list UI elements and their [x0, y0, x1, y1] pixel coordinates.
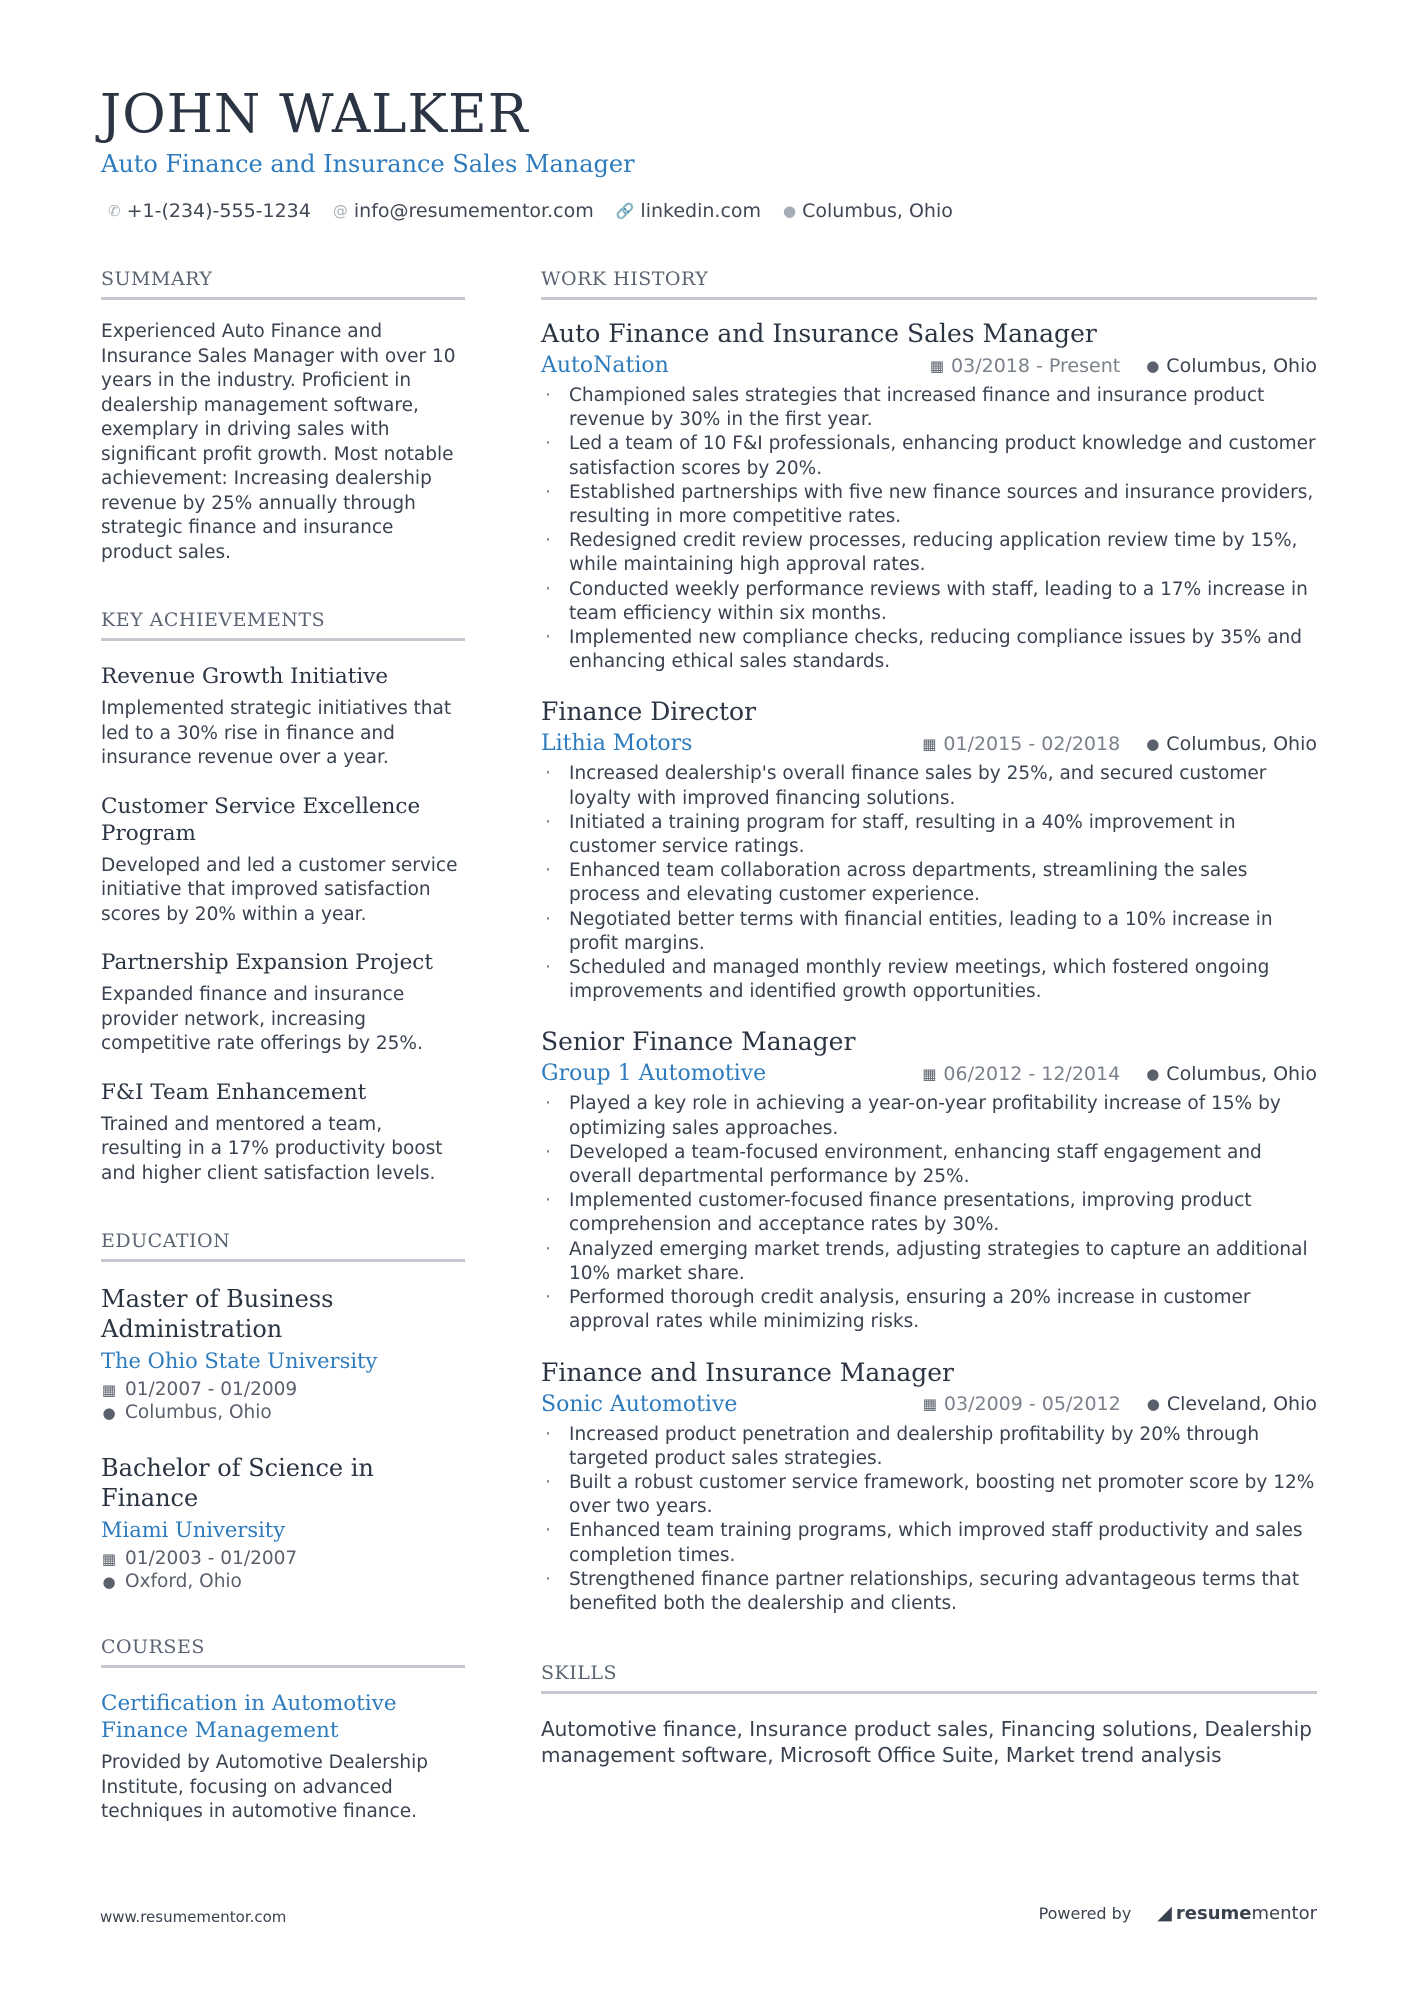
achievement-title: Revenue Growth Initiative — [101, 664, 389, 689]
job-dates-text: 03/2018 - Present — [951, 354, 1121, 377]
job-entry — [541, 696, 1317, 1004]
contact-phone-text: +1-(234)-555-1234 — [126, 200, 311, 222]
contact-linkedin[interactable] — [616, 200, 761, 222]
job-bullet: · Played a key role in achieving a year-on-year profitability increase of 15% by optimizing sales approaches. — [541, 1092, 1317, 1140]
job-bullet: · Increased product penetration and dealership profitability by 20% through targeted product sales strategies. — [541, 1423, 1317, 1471]
location-icon: ● — [1146, 1064, 1160, 1083]
course-title: Certification in Automotive Finance Management — [101, 1691, 397, 1743]
achievement-item — [101, 663, 465, 771]
skills-text: Automotive finance, Insurance product sales, Financing solutions, Dealership management software, Microsoft Office Suite, Market trend analysis — [541, 1717, 1312, 1768]
job-location-text: Columbus, Ohio — [1166, 732, 1317, 755]
left-column — [101, 268, 465, 1825]
education-item — [101, 1284, 465, 1423]
job-bullet: · Developed a team-focused environment, enhancing staff engagement and overall departmental performance by 25%. — [541, 1141, 1317, 1189]
achievement-item — [101, 793, 465, 928]
job-dates — [923, 1393, 1121, 1415]
achievement-desc: Expanded finance and insurance provider network, increasing competitive rate offerings by 25%. — [101, 984, 423, 1054]
education-heading: EDUCATION — [101, 1230, 465, 1262]
job-entry — [541, 1026, 1317, 1334]
job-company: Lithia Motors — [541, 731, 693, 757]
achievement-title: F&I Team Enhancement — [101, 1079, 367, 1105]
job-entry — [541, 318, 1317, 674]
footer-brand-area — [1039, 1902, 1317, 1924]
contact-email[interactable] — [333, 200, 594, 222]
job-company: AutoNation — [541, 353, 669, 378]
education-school: The Ohio State University — [101, 1349, 378, 1373]
education-location — [101, 1571, 465, 1592]
achievement-title: Partnership Expansion Project — [101, 950, 433, 975]
education-school: Miami University — [101, 1518, 286, 1542]
job-bullet: · Championed sales strategies that increased finance and insurance product revenue by 30% in the first year. — [541, 384, 1317, 432]
job-bullet: · Implemented new compliance checks, reducing compliance issues by 35% and enhancing ethical sales standards. — [541, 626, 1317, 674]
education-location-text: Oxford, Ohio — [125, 1571, 242, 1592]
brand-prefix: resume — [1175, 1902, 1252, 1924]
job-bullet: · Strengthened finance partner relationships, securing advantageous terms that benefited both the dealership and clients. — [541, 1568, 1317, 1616]
powered-by-label: Powered by — [1038, 1903, 1132, 1923]
education-degree: Bachelor of Science in Finance — [101, 1454, 374, 1512]
contact-location — [783, 200, 953, 222]
job-bullets — [541, 1423, 1317, 1617]
job-location — [1146, 355, 1317, 377]
candidate-headline: Auto Finance and Insurance Sales Manager — [101, 150, 635, 178]
job-entry — [541, 1357, 1317, 1617]
job-location-text: Columbus, Ohio — [1166, 354, 1317, 377]
job-company: Sonic Automotive — [541, 1391, 738, 1417]
location-icon: ● — [1146, 1395, 1160, 1413]
phone-icon: ✆ — [108, 202, 121, 220]
achievements-heading: KEY ACHIEVEMENTS — [101, 609, 465, 641]
contact-bar — [108, 200, 953, 222]
course-desc: Provided by Automotive Dealership Institute, focusing on advanced techniques in automotive finance. — [101, 1752, 428, 1822]
job-dates-text: 06/2012 - 12/2014 — [943, 1062, 1121, 1085]
job-bullet: · Enhanced team training programs, which improved staff productivity and sales completion times. — [541, 1519, 1317, 1567]
job-bullet: · Initiated a training program for staff, resulting in a 40% improvement in customer service ratings. — [541, 811, 1317, 859]
location-icon: ● — [102, 1572, 116, 1591]
achievement-desc: Trained and mentored a team, resulting in a 17% productivity boost and higher client satisfaction levels. — [101, 1113, 443, 1184]
education-dates — [101, 1379, 465, 1400]
job-bullet: · Conducted weekly performance reviews with staff, leading to a 17% increase in team efficiency within six months. — [541, 578, 1317, 626]
courses-heading: COURSES — [101, 1636, 465, 1668]
education-degree: Master of Business Administration — [101, 1285, 334, 1343]
link-icon: 🔗 — [615, 202, 635, 220]
job-bullet: · Established partnerships with five new finance sources and insurance providers, resulting in more competitive rates. — [541, 481, 1317, 529]
brand-mark-icon: ◢ — [1157, 1902, 1172, 1924]
job-location — [1147, 1393, 1317, 1415]
skills-heading: SKILLS — [541, 1662, 1317, 1694]
job-bullets — [541, 1092, 1317, 1334]
at-icon: @ — [332, 202, 348, 220]
education-dates — [101, 1548, 465, 1569]
job-bullets — [541, 384, 1317, 674]
location-icon: ● — [1146, 356, 1160, 375]
education-dates-text: 01/2003 - 01/2007 — [125, 1548, 298, 1569]
location-icon: ● — [783, 202, 797, 220]
location-icon: ● — [1146, 734, 1160, 753]
contact-email-text[interactable]: info@resumementor.com — [353, 200, 594, 222]
job-title: Finance Director — [541, 697, 757, 727]
job-bullet: · Performed thorough credit analysis, ensuring a 20% increase in customer approval rates while minimizing risks. — [541, 1286, 1317, 1334]
calendar-icon: ▦ — [922, 734, 937, 753]
job-company: Group 1 Automotive — [541, 1061, 767, 1087]
education-location — [101, 1402, 465, 1423]
job-location — [1146, 733, 1317, 755]
job-bullet: · Negotiated better terms with financial entities, leading to a 10% increase in profit margins. — [541, 908, 1317, 956]
job-dates — [922, 1063, 1120, 1085]
job-dates-text: 03/2009 - 05/2012 — [943, 1393, 1121, 1415]
education-dates-text: 01/2007 - 01/2009 — [125, 1379, 298, 1400]
achievement-title: Customer Service Excellence Program — [101, 793, 421, 846]
job-location-text: Columbus, Ohio — [1166, 1062, 1317, 1085]
summary-heading: SUMMARY — [101, 268, 465, 300]
brand-logo[interactable] — [1157, 1902, 1317, 1924]
job-bullet: · Enhanced team collaboration across departments, streamlining the sales process and elevating customer experience. — [541, 859, 1317, 907]
job-title: Finance and Insurance Manager — [541, 1357, 955, 1387]
job-dates-text: 01/2015 - 02/2018 — [943, 732, 1121, 755]
calendar-icon: ▦ — [922, 1064, 937, 1083]
brand-suffix: mentor — [1251, 1902, 1317, 1924]
job-bullet: · Scheduled and managed monthly review meetings, which fostered ongoing improvements and identified growth opportunities. — [541, 956, 1317, 1004]
job-dates — [922, 733, 1120, 755]
achievement-item — [101, 1079, 465, 1187]
job-title: Auto Finance and Insurance Sales Manager — [541, 319, 1097, 348]
work-history-heading: WORK HISTORY — [541, 268, 1317, 300]
contact-linkedin-text[interactable]: linkedin.com — [640, 200, 762, 222]
location-icon: ● — [102, 1403, 116, 1422]
education-location-text: Columbus, Ohio — [125, 1402, 272, 1423]
job-title: Senior Finance Manager — [541, 1027, 856, 1057]
candidate-name: JOHN WALKER — [100, 84, 529, 145]
job-location — [1146, 1063, 1317, 1085]
calendar-icon: ▦ — [922, 1395, 937, 1413]
footer-website[interactable]: www.resumementor.com — [100, 1908, 287, 1926]
achievement-item — [101, 949, 465, 1057]
achievement-desc: Implemented strategic initiatives that led to a 30% rise in finance and insurance revenue over a year. — [101, 698, 452, 768]
contact-phone — [108, 200, 311, 222]
job-bullet: · Implemented customer-focused finance presentations, improving product comprehension and acceptance rates by 30%. — [541, 1189, 1317, 1237]
contact-location-text: Columbus, Ohio — [802, 200, 953, 222]
achievement-desc: Developed and led a customer service initiative that improved satisfaction scores by 20% within a year. — [101, 854, 458, 925]
right-column — [541, 268, 1317, 1768]
calendar-icon: ▦ — [101, 1380, 117, 1399]
job-dates — [930, 355, 1120, 377]
job-bullet: · Led a team of 10 F&I professionals, enhancing product knowledge and customer satisfaction scores by 20%. — [541, 432, 1317, 480]
education-item — [101, 1453, 465, 1592]
summary-text: Experienced Auto Finance and Insurance Sales Manager with over 10 years in the industry. Proficient in dealership management software, exemplary in driving sales with significant profit growth. Most notable achievement: Increasing dealership revenue by 25% annually through strategic finance and insurance product sales. — [101, 321, 456, 563]
calendar-icon: ▦ — [101, 1549, 117, 1568]
job-bullet: · Built a robust customer service framework, boosting net promoter score by 12% over two years. — [541, 1471, 1317, 1519]
job-bullet: · Analyzed emerging market trends, adjusting strategies to capture an additional 10% market share. — [541, 1238, 1317, 1286]
job-bullet: · Redesigned credit review processes, reducing application review time by 15%, while maintaining high approval rates. — [541, 529, 1317, 577]
calendar-icon: ▦ — [929, 356, 945, 375]
job-bullet: · Increased dealership's overall finance sales by 25%, and secured customer loyalty with improved financing solutions. — [541, 762, 1317, 810]
job-bullets — [541, 762, 1317, 1004]
job-location-text: Cleveland, Ohio — [1166, 1393, 1317, 1415]
